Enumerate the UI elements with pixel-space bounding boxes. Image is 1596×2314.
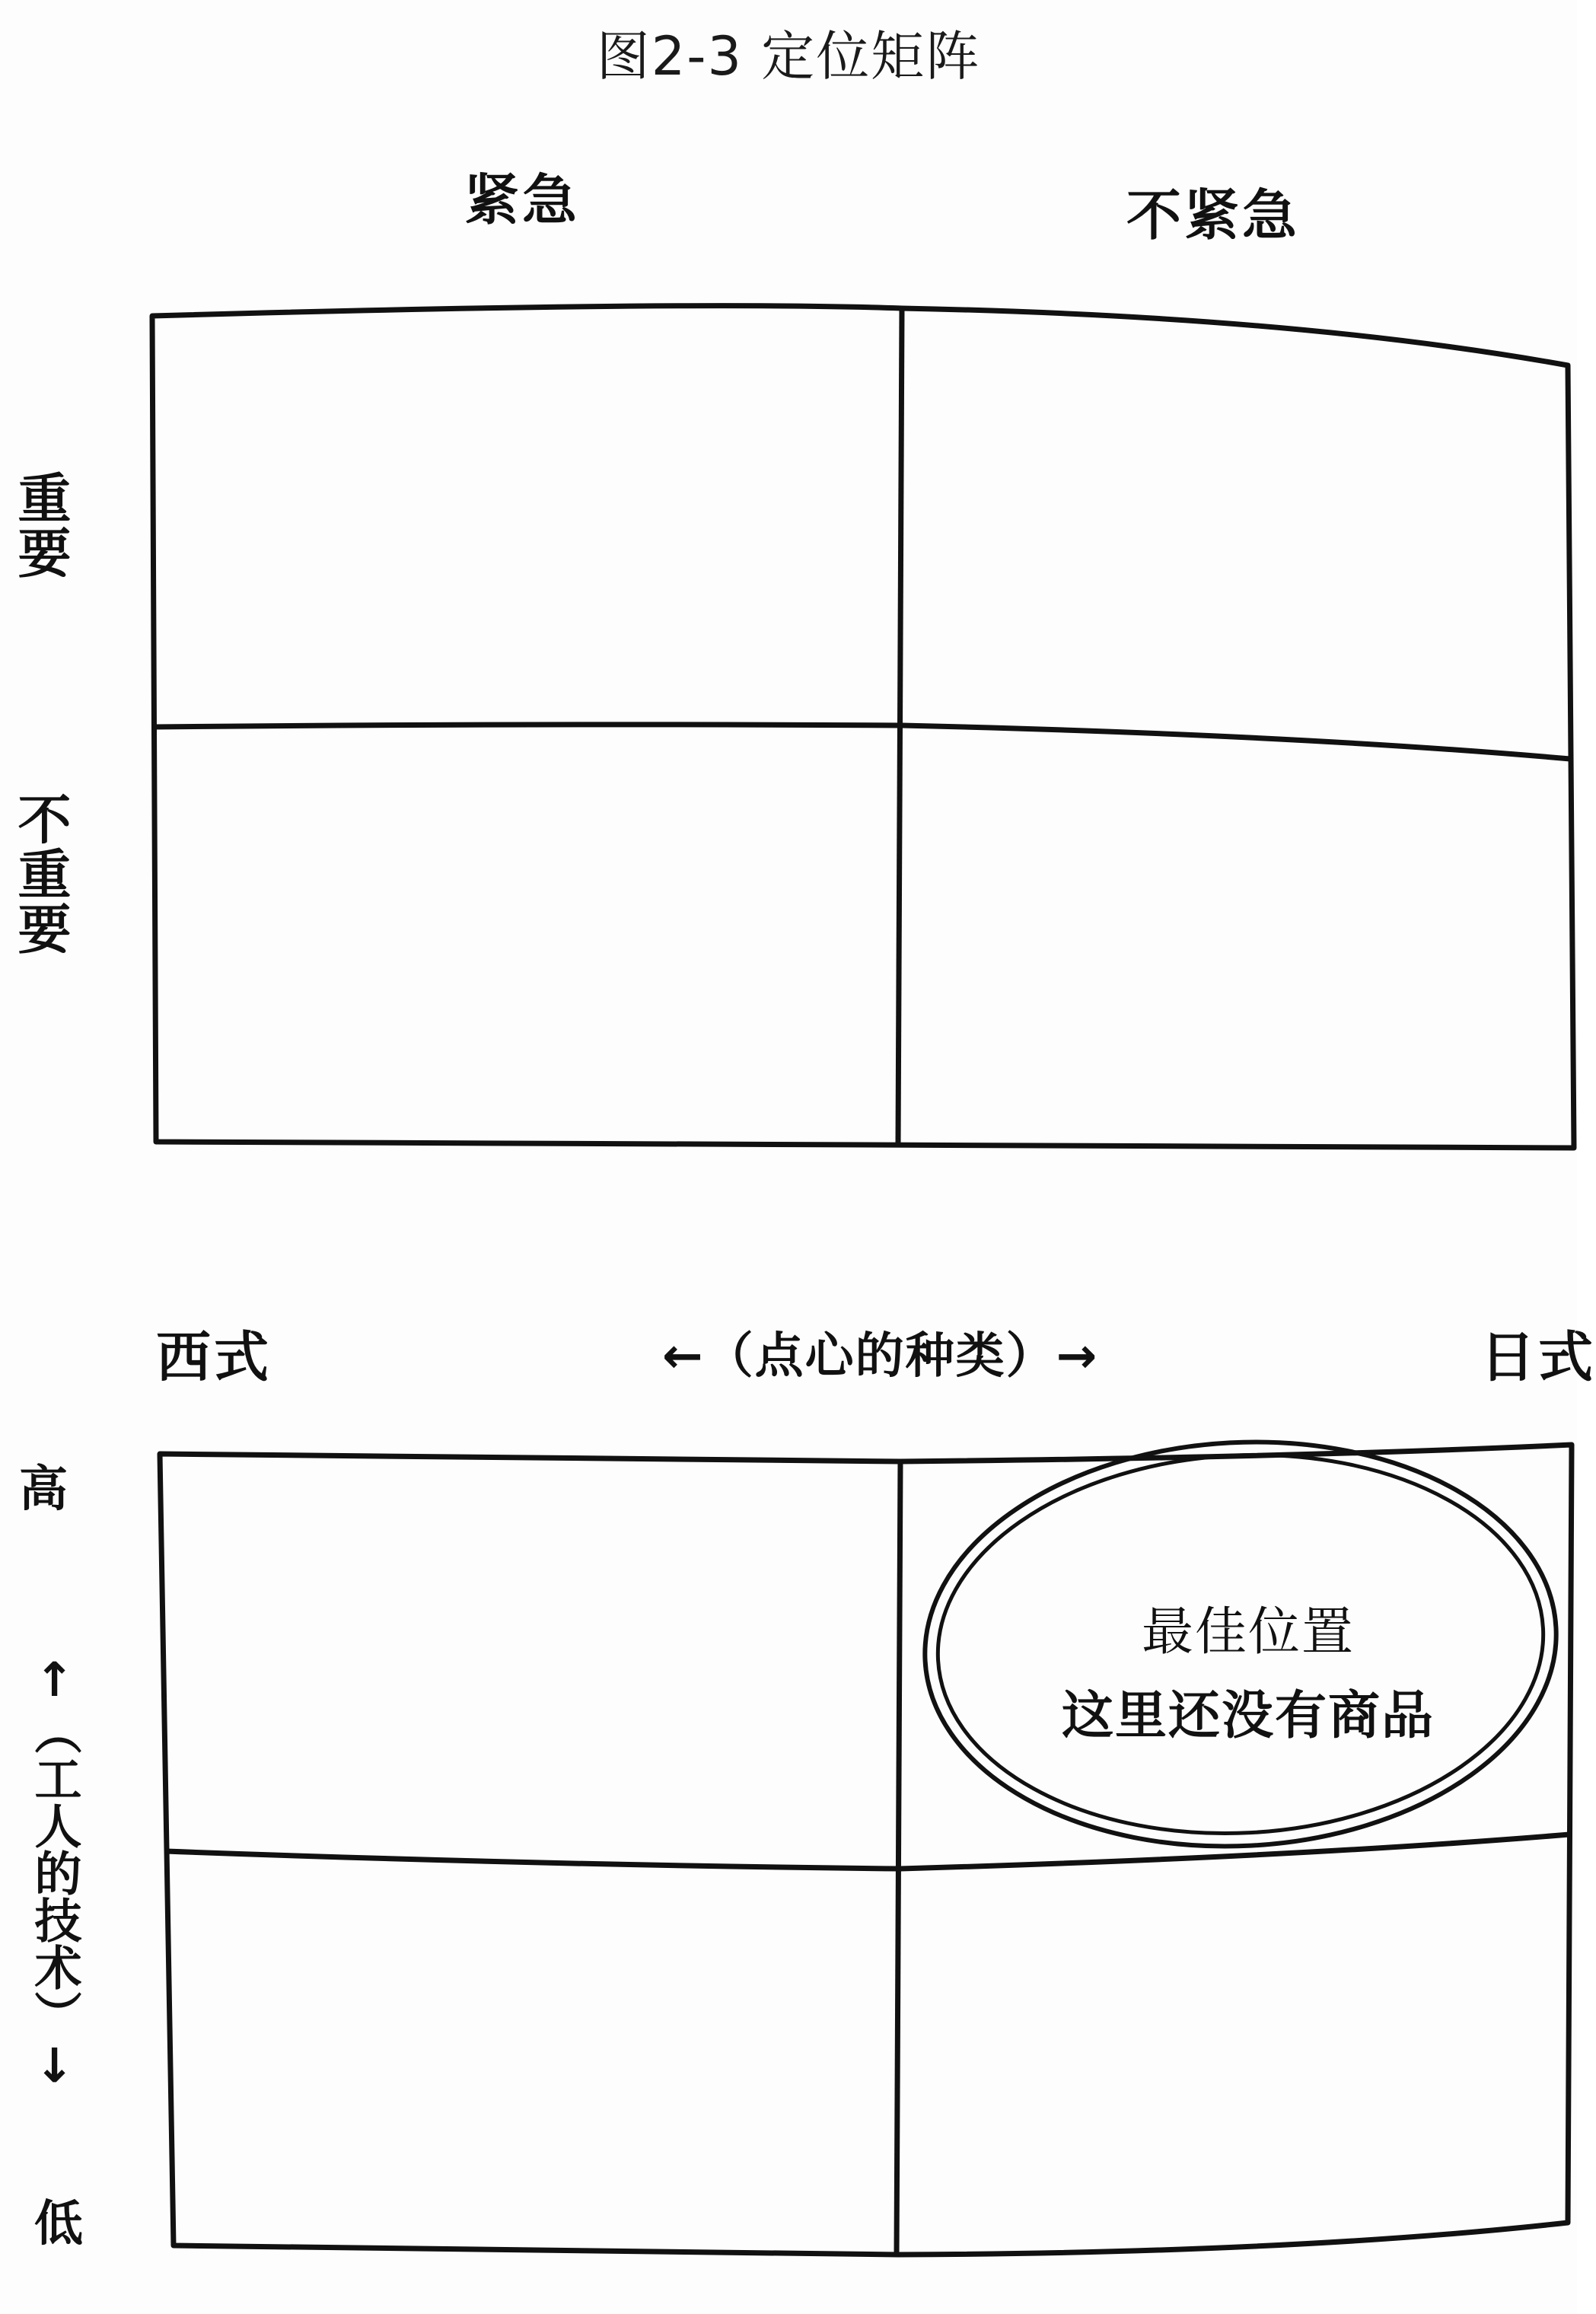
matrix2-vertical-divider — [897, 1461, 900, 2255]
matrix1-row-important: 重要 — [9, 470, 72, 580]
matrix1-column-urgent: 紧急 — [464, 168, 581, 232]
matrix2-y-bottom-label: 低 — [34, 2196, 83, 2252]
matrix2-horizontal-divider — [166, 1834, 1569, 1869]
matrix1-row-not-important: 不重要 — [9, 792, 72, 956]
matrix2-y-top-label: 高 — [19, 1461, 68, 1518]
matrix2-x-axis-label: ←（点心的种类）→ — [662, 1328, 1099, 1385]
best-position-subtitle: 这里还没有商品 — [1061, 1686, 1435, 1746]
matrix1-column-not-urgent: 不紧急 — [1126, 183, 1301, 247]
matrix2-x-left-label: 西式 — [156, 1325, 272, 1389]
matrix2-y-axis-label: ↑（工人的技术）↓ — [27, 1652, 82, 2093]
best-position-title: 最佳位置 — [1141, 1602, 1355, 1662]
matrix1-horizontal-divider — [155, 725, 1570, 759]
figure-title: 图2-3 定位矩阵 — [596, 25, 981, 88]
matrix2-x-right-label: 日式 — [1480, 1325, 1596, 1389]
